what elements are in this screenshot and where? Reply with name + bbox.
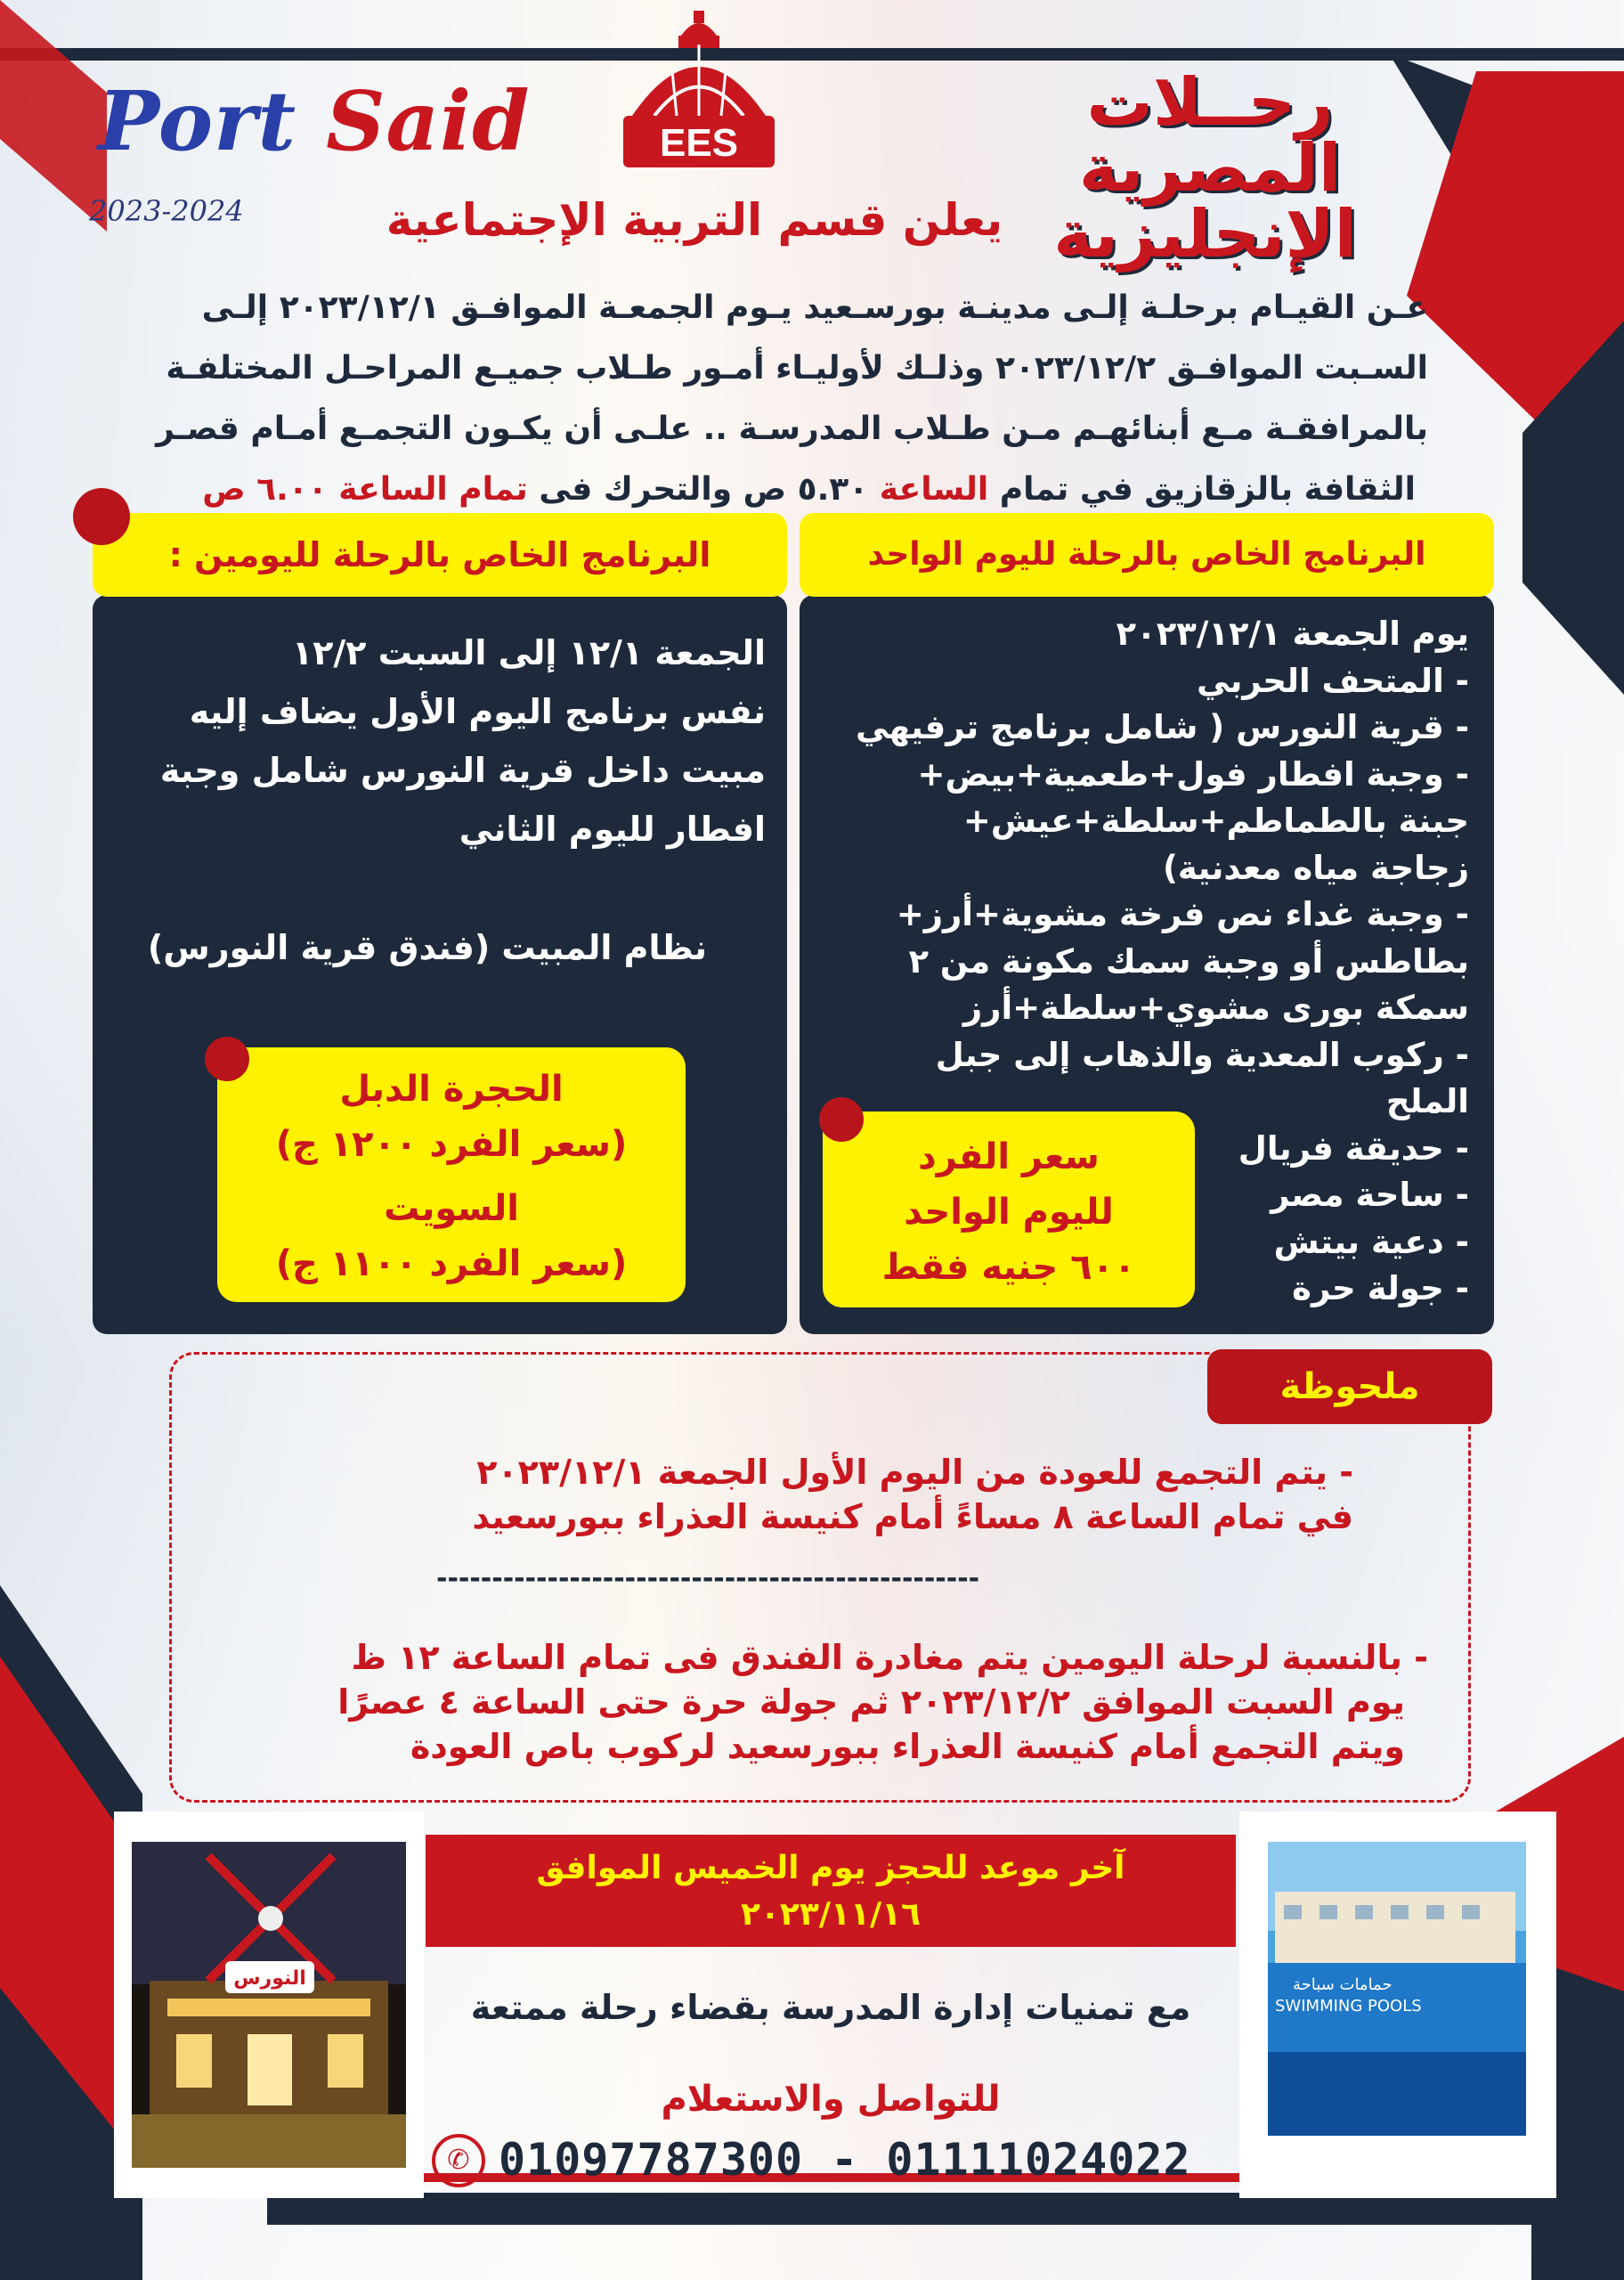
intro-line: عـن القيـام برحلـة إلـى مدينـة بورسـعيد يـوم الجمعـة الموافـق ٢٠٢٣/١٢/١ إلـى bbox=[201, 289, 1428, 326]
two-day-heading: البرنامج الخاص بالرحلة لليومين : bbox=[93, 513, 787, 597]
brand-line: الإنجليزية bbox=[1053, 196, 1357, 273]
list-item: افطار لليوم الثاني bbox=[459, 810, 766, 849]
intro-line-last: الثقافة بالزقازيق في تمام الساعة ٥.٣٠ ص والتحرك فى تمام الساعة ٦.٠٠ ص bbox=[202, 471, 1416, 508]
list-item: - ساحة مصر bbox=[1271, 1176, 1469, 1214]
note-item-1: - يتم التجمع للعودة من اليوم الأول الجمعة ٢٠٢٣/١٢/١ في تمام الساعة ٨ مساءً أمام كنيسة العذراء ببورسعيد bbox=[472, 1453, 1353, 1536]
pool-image bbox=[1239, 1812, 1556, 2198]
port-said-title: Port Said bbox=[98, 73, 531, 169]
one-day-heading: البرنامج الخاص بالرحلة لليوم الواحد bbox=[800, 513, 1494, 597]
pool-photo-right bbox=[1239, 1812, 1556, 2198]
red-dot-marker bbox=[205, 1037, 249, 1081]
note-item-2: - بالنسبة لرحلة اليومين يتم مغادرة الفندق فى تمام الساعة ١٢ ظ يوم السبت الموافق ٢٠٢٣/١٢/٢ ثم جولة حرة حتى الساعة ٤ عصرًا ويتم التجمع أمام كنيسة العذراء ببورسعيد لركوب باص العودة bbox=[337, 1638, 1428, 1766]
list-item: نفس برنامج اليوم الأول يضاف إليه bbox=[189, 692, 766, 731]
double-room-label: الحجرة الدبل bbox=[339, 1069, 564, 1110]
phone-numbers[interactable]: 01097787300 - 01111024022 bbox=[499, 2134, 1191, 2186]
list-item: الجمعة ١٢/١ إلى السبت ١٢/٢ bbox=[292, 633, 766, 672]
list-item: - دعية بيتش bbox=[1273, 1222, 1469, 1261]
booking-deadline: آخر موعد للحجز يوم الخميس الموافق ٢٠٢٣/١١/١٦ bbox=[426, 1835, 1236, 1947]
pool-sign-en: SWIMMING POOLS bbox=[1275, 1997, 1422, 2015]
two-day-price-box bbox=[217, 1047, 686, 1302]
list-item: - ركوب المعدية والذهاب إلى جبل bbox=[935, 1035, 1469, 1074]
brand-line: المصرية bbox=[1078, 130, 1342, 207]
announcement-title: يعلن قسم التربية الإجتماعية bbox=[386, 194, 1003, 246]
phone-icon: ✆ bbox=[432, 2134, 485, 2187]
suite-price: (سعر الفرد ١١٠٠ ج) bbox=[275, 1243, 628, 1284]
note-separator: ------------------------------------------------- bbox=[436, 1563, 980, 1594]
list-item: زجاجة مياه معدنية) bbox=[1163, 848, 1469, 887]
note-heading: ملحوظة bbox=[1207, 1349, 1492, 1424]
contact-label: للتواصل والاستعلام bbox=[661, 2079, 1001, 2120]
list-item: - قرية النورس ( شامل برنامج ترفيهي bbox=[856, 708, 1469, 746]
list-item: سمكة بورى مشوي+سلطة+أرز bbox=[962, 989, 1469, 1027]
list-item: جبنة بالطماطم+سلطة+عيش+ bbox=[962, 802, 1469, 840]
price-line: ٦٠٠ جنيه فقط bbox=[881, 1247, 1136, 1288]
list-item: - وجبة افطار فول+طعمية+بيض+ bbox=[917, 754, 1469, 794]
intro-line: بالمرافقـة مـع أبنائهـم مـن طـلاب المدرسـة .. علـى أن يكـون التجمـع أمـام قصـر bbox=[156, 411, 1428, 447]
list-item: - وجبة غداء نص فرخة مشوية+أرز+ bbox=[896, 895, 1469, 933]
suite-label: السويت bbox=[384, 1188, 519, 1229]
list-item: - حديقة فريال bbox=[1238, 1128, 1469, 1168]
accommodation-text: نظام المبيت (فندق قرية النورس) bbox=[147, 928, 708, 967]
hotel-photo-left bbox=[114, 1812, 424, 2198]
list-item: - جولة حرة bbox=[1292, 1269, 1469, 1307]
brand-line: رحــلات bbox=[1086, 64, 1334, 141]
wishes-text: مع تمنيات إدارة المدرسة بقضاء رحلة ممتعة bbox=[470, 1988, 1191, 2027]
list-item: - المتحف الحربي bbox=[1197, 661, 1469, 700]
red-dot-marker bbox=[73, 488, 130, 545]
list-item: يوم الجمعة ٢٠٢٣/١٢/١ bbox=[1116, 615, 1469, 653]
ees-dome-logo bbox=[605, 9, 792, 178]
two-day-list bbox=[116, 623, 766, 859]
list-item: مبيت داخل قرية النورس شامل وجبة bbox=[159, 751, 766, 790]
intro-paragraph bbox=[96, 278, 1428, 520]
list-item: بطاطس أو وجبة سمك مكونة من ٢ bbox=[908, 941, 1469, 981]
intro-line: السـبت الموافـق ٢٠٢٣/١٢/٢ وذلـك لأوليـاء أمـور طـلاب جميـع المراحـل المختلفـة bbox=[166, 350, 1428, 387]
brand-wordmark bbox=[1053, 64, 1357, 273]
price-line: لليوم الواحد bbox=[904, 1192, 1114, 1233]
logo-text: EES bbox=[659, 121, 739, 165]
double-room-price: (سعر الفرد ١٢٠٠ ج) bbox=[275, 1124, 628, 1165]
price-line: سعر الفرد bbox=[918, 1136, 1100, 1177]
pool-sign-ar: حمامات سباحة bbox=[1293, 1975, 1393, 1994]
top-navy-bar bbox=[0, 48, 1624, 61]
one-day-price-box bbox=[823, 1112, 1195, 1307]
hotel-sign-text: النورس bbox=[233, 1967, 306, 1990]
year-label: 2023-2024 bbox=[89, 194, 244, 228]
red-dot-marker bbox=[819, 1097, 864, 1142]
night-hotel-image bbox=[114, 1812, 424, 2198]
list-item: الملح bbox=[1385, 1082, 1469, 1120]
